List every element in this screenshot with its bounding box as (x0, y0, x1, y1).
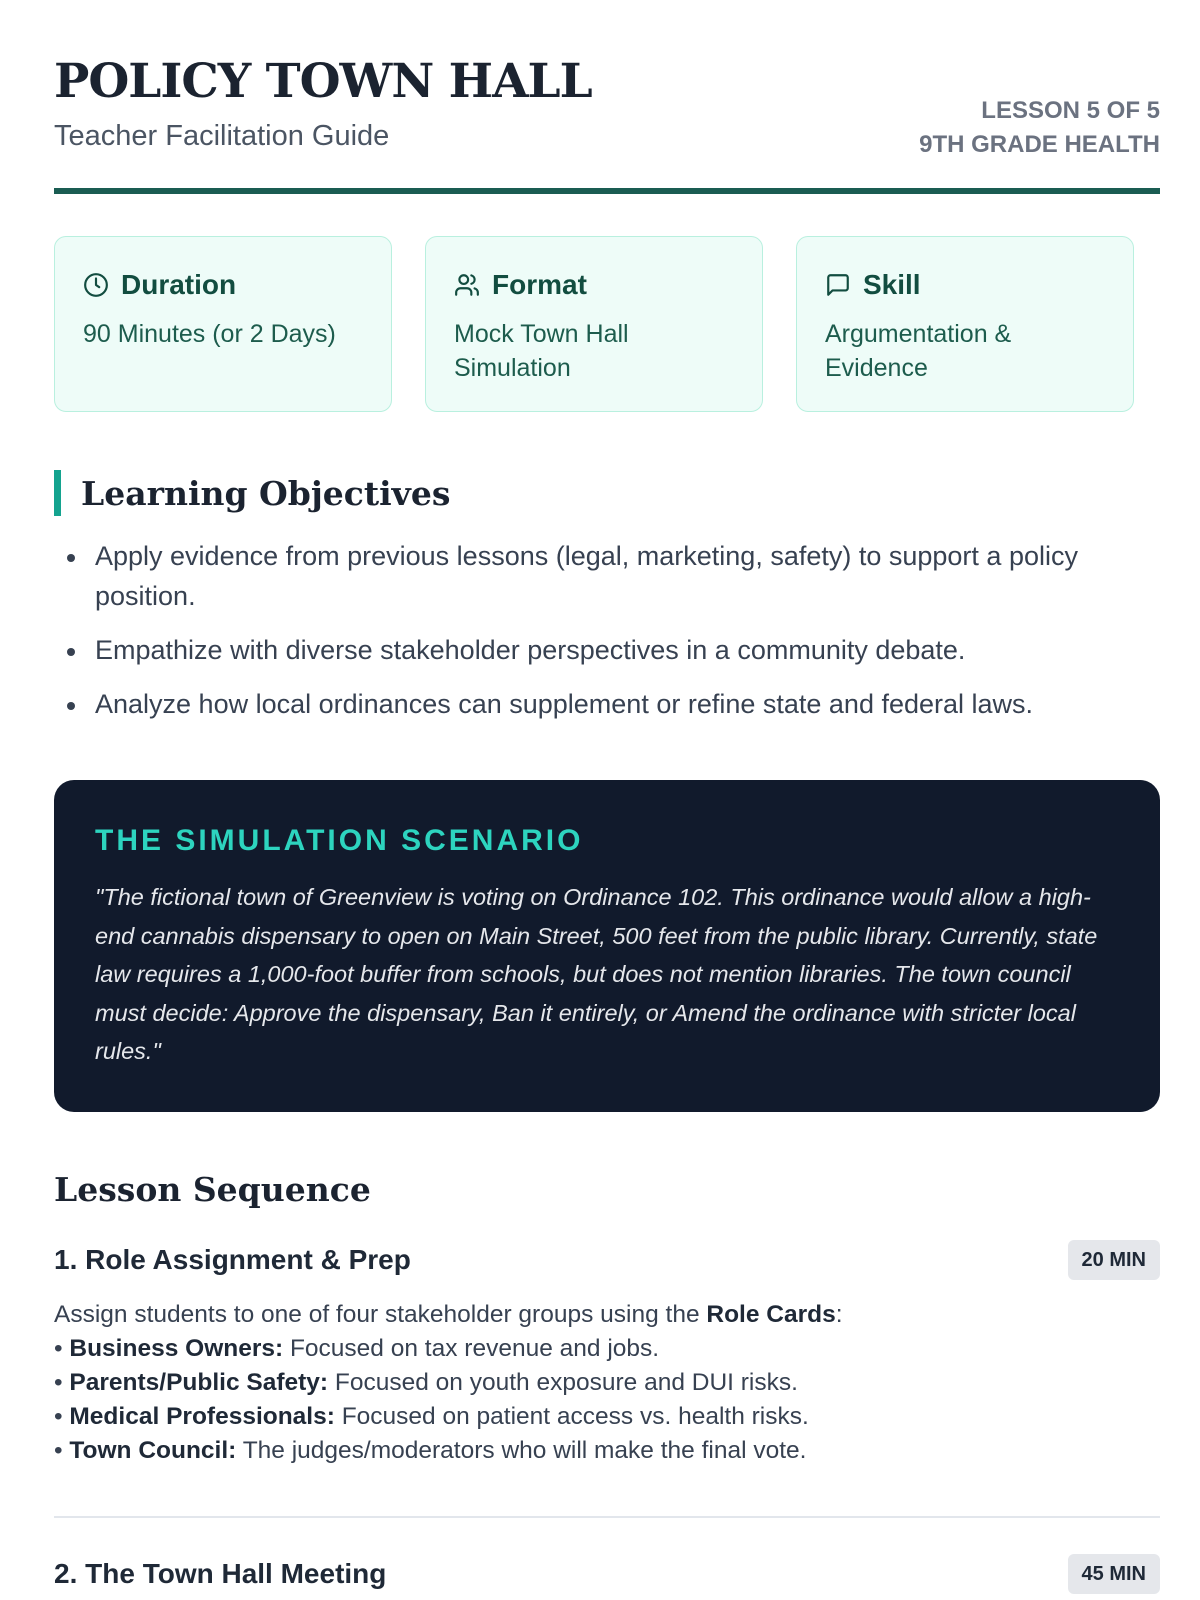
step-title: 2. The Town Hall Meeting (54, 1558, 387, 1589)
objectives-heading (54, 470, 450, 516)
header-rule (54, 188, 1160, 194)
clock-icon (83, 272, 109, 298)
page-header (54, 0, 1160, 196)
page-subtitle: Teacher Facilitation Guide (54, 120, 390, 152)
role-desc: The judges/moderators who will make the final vote. (236, 1437, 807, 1464)
role-desc: Focused on patient access vs. health risks. (334, 1403, 809, 1430)
lesson-number: LESSON 5 OF 5 (981, 97, 1160, 124)
role-desc: Focused on tax revenue and jobs. (283, 1335, 660, 1362)
role-name: Medical Professionals: (69, 1403, 335, 1430)
info-cards (54, 236, 1160, 414)
format-card (425, 236, 763, 412)
role-item: • Parents/Public Safety: Focused on youth exposure and DUI risks. (54, 1369, 798, 1396)
role-name: Business Owners: (69, 1335, 284, 1362)
page-title: POLICY TOWN HALL (54, 54, 592, 109)
role-name: Town Council: (69, 1437, 237, 1464)
role-name: Parents/Public Safety: (69, 1369, 329, 1396)
card-value: Mock Town Hall Simulation (454, 320, 629, 382)
objective-item: Analyze how local ordinances can supplement or refine state and federal laws. (54, 684, 1160, 724)
role-item: • Town Council: The judges/moderators who will make the final vote. (54, 1437, 807, 1464)
card-label: Duration (121, 269, 237, 300)
card-value: 90 Minutes (or 2 Days) (83, 320, 336, 348)
objective-item: Empathize with diverse stakeholder perspectives in a community debate. (54, 630, 1160, 670)
lesson-meta (919, 94, 1160, 162)
role-item: • Medical Professionals: Focused on patient access vs. health risks. (54, 1403, 809, 1430)
scenario-label: THE SIMULATION SCENARIO (95, 824, 584, 857)
step-title: 1. Role Assignment & Prep (54, 1244, 411, 1275)
objective-item: Apply evidence from previous lessons (legal, marketing, safety) to support a policy position. (54, 536, 1160, 616)
step-intro-colon: : (835, 1301, 843, 1328)
objectives-list (54, 536, 1160, 738)
duration-badge: 45 MIN (1068, 1554, 1160, 1594)
role-cards-emphasis: Role Cards (706, 1301, 836, 1328)
role-desc: Focused on youth exposure and DUI risks. (328, 1369, 798, 1396)
step-body (54, 1298, 1160, 1468)
sequence-step-2 (54, 1554, 1160, 1594)
duration-card (54, 236, 392, 412)
skill-card (796, 236, 1134, 412)
users-icon (454, 272, 480, 298)
card-label: Format (492, 269, 587, 300)
step-intro-text: Assign students to one of four stakeholder groups using the (54, 1301, 707, 1328)
chat-bubble-icon (825, 272, 851, 298)
step-divider (54, 1516, 1160, 1518)
card-value: Argumentation & Evidence (825, 320, 1012, 382)
facilitation-guide-page (54, 0, 1160, 1589)
duration-badge: 20 MIN (1068, 1240, 1160, 1280)
section-accent-bar (54, 470, 61, 516)
step-intro (54, 1298, 1160, 1332)
role-item: • Business Owners: Focused on tax revenue and jobs. (54, 1335, 660, 1362)
course-name: 9TH GRADE HEALTH (919, 131, 1160, 158)
scenario-text: "The fictional town of Greenview is voting on Ordinance 102. This ordinance would allow a high-end cannabis dispensary to open on Main Street, 500 feet from the public library. Currently, state law requires a 1,000-foot buffer from schools, but does not mention libraries. The town council must decide: Approve the dispensary, Ban it entirely, or Amend the ordinance with stricter local rules." (95, 884, 1098, 1064)
card-label: Skill (863, 269, 921, 300)
sequence-step-1 (54, 1240, 1160, 1468)
scenario-box (54, 780, 1160, 1112)
objectives-title: Learning Objectives (81, 473, 451, 513)
sequence-title: Lesson Sequence (54, 1170, 371, 1209)
